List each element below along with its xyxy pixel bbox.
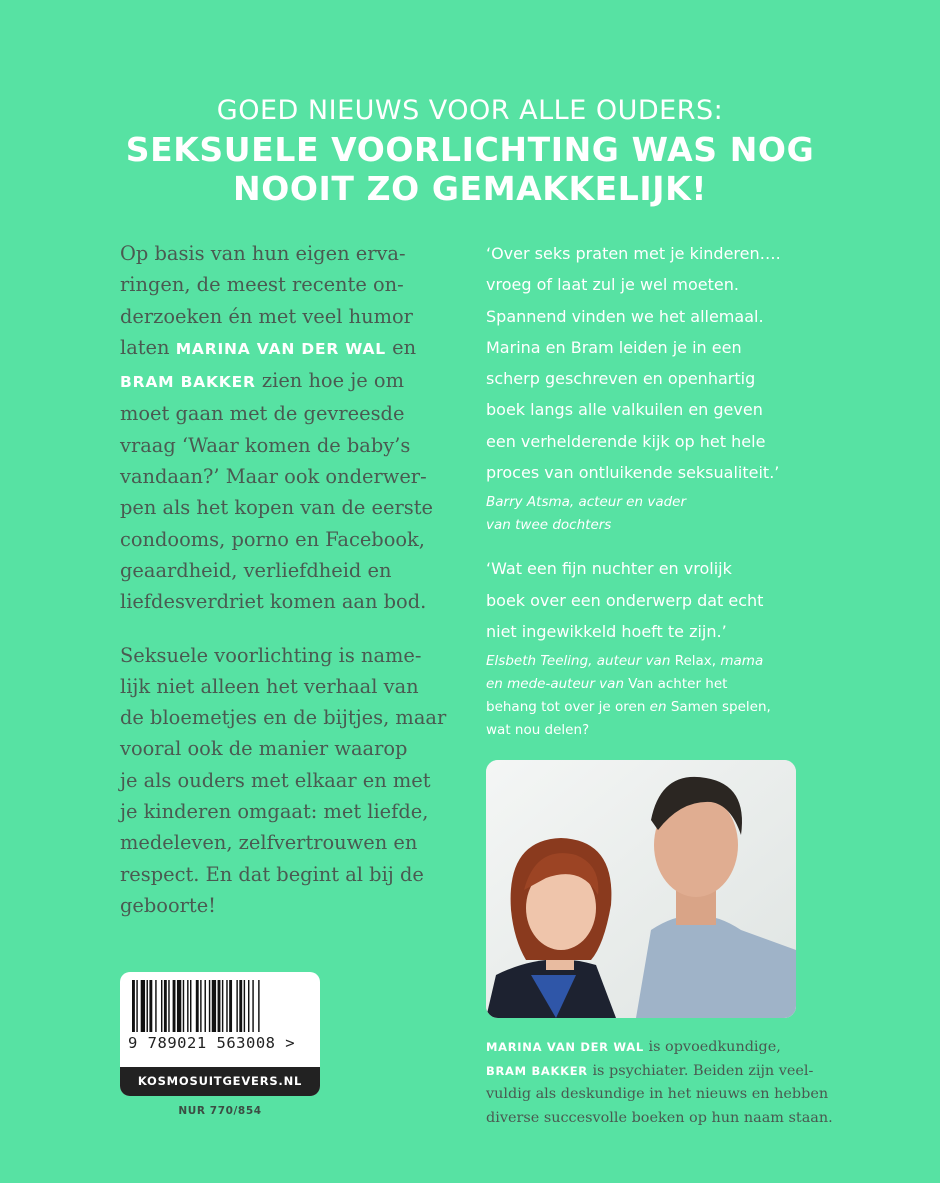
barcode-bar — [252, 980, 253, 1032]
barcode-bar — [196, 980, 199, 1032]
barcode-bar — [149, 980, 152, 1032]
author-name-bram: BRAM BAKKER — [120, 373, 256, 392]
blurb-line: vraag ‘Waar komen de baby’s — [120, 433, 411, 457]
barcode-bar — [212, 980, 216, 1032]
blurb-line: derzoeken én met veel humor — [120, 304, 413, 328]
caption-line — [486, 1036, 816, 1060]
author-name-bram: BRAM BAKKER — [486, 1063, 588, 1078]
attribution-line — [486, 491, 806, 514]
caption-text: is opvoedkundige, — [643, 1039, 781, 1055]
blurb-line: moet gaan met de gevreesde — [120, 402, 405, 426]
blurb-text: en — [385, 335, 417, 359]
barcode-bar — [190, 980, 191, 1032]
attribution-text: Barry Atsma, acteur en vader — [486, 494, 687, 511]
attribution-text: en mede-auteur van — [486, 676, 629, 693]
blurb-line: vandaan?’ Maar ook onderwer- — [120, 465, 427, 489]
barcode-bar — [164, 980, 167, 1032]
attribution-text: en — [645, 699, 671, 716]
quote-attribution-1 — [486, 491, 806, 537]
quote-line: proces van ontluikende seksualiteit.’ — [486, 463, 780, 483]
book-title: wat nou delen? — [486, 722, 590, 739]
barcode-bar — [141, 980, 145, 1032]
publisher-label: KOSMOSUITGEVERS.NL — [120, 1067, 320, 1096]
quote-attribution-2 — [486, 650, 806, 742]
book-title: Van achter het — [628, 676, 728, 693]
quote-barry-atsma — [486, 238, 806, 488]
barcode-bar — [132, 980, 135, 1032]
blurb-text: laten — [120, 335, 176, 359]
quote-elsbeth-teeling — [486, 553, 806, 647]
blurb-line: pen als het kopen van de eerste — [120, 496, 433, 520]
attribution-line — [486, 719, 806, 742]
quote-line: boek langs alle valkuilen en geven — [486, 400, 763, 420]
barcode-bar — [183, 980, 184, 1032]
quote-line: een verhelderende kijk op het hele — [486, 431, 766, 451]
blurb-line: ringen, de meest recente on- — [120, 273, 404, 297]
blurb-line: vooral ook de manier waarop — [120, 737, 408, 761]
barcode-bar — [209, 980, 210, 1032]
book-title: behang tot over je oren — [486, 699, 646, 716]
barcode-bar — [244, 980, 245, 1032]
blurb-line — [120, 365, 450, 398]
author-name-marina: MARINA VAN DER WAL — [486, 1040, 644, 1054]
quote-line: Marina en Bram leiden je in een — [486, 337, 742, 357]
heading-line-1: GOED NIEUWS VOOR ALLE OUDERS: — [216, 95, 724, 126]
barcode-bar — [226, 980, 227, 1032]
quote-line: scherp geschreven en openhartig — [486, 369, 756, 389]
blurb-line: liefdesverdriet komen aan bod. — [120, 590, 427, 614]
blurb-line: je kinderen omgaat: met liefde, — [120, 800, 429, 824]
blurb-line: geaardheid, verliefdheid en — [120, 558, 392, 582]
attribution-text: auteur van — [592, 653, 675, 670]
attribution-line — [486, 650, 806, 673]
caption-line — [486, 1060, 816, 1084]
barcode-box — [120, 972, 320, 1096]
barcode-bar — [205, 980, 206, 1032]
barcode-bar — [161, 980, 162, 1032]
blurb-paragraph-2 — [120, 640, 450, 922]
blurb-line: je als ouders met elkaar en met — [120, 768, 431, 792]
barcode-bar — [187, 980, 188, 1032]
quote-line: boek over een onderwerp dat echt — [486, 590, 764, 610]
quote-line: niet ingewikkeld hoeft te zijn.’ — [486, 621, 727, 641]
attribution-text: Elsbeth Teeling, — [486, 653, 593, 670]
barcode-bar — [177, 980, 181, 1032]
blurb-line: medeleven, zelfvertrouwen en — [120, 831, 418, 855]
blurb-left-column — [120, 238, 450, 921]
quote-line: ‘Over seks praten met je kinderen…. — [486, 244, 781, 263]
barcode-bar — [173, 980, 176, 1032]
barcode-bar — [239, 980, 242, 1032]
quote-line: ‘Wat een fijn nuchter en vrolijk — [486, 559, 732, 579]
blurb-line: Op basis van hun eigen erva- — [120, 242, 406, 265]
barcode-bar — [200, 980, 201, 1032]
heading-main — [0, 130, 940, 208]
blurb-line: geboorte! — [120, 893, 216, 917]
book-title: Relax, — [674, 653, 717, 670]
barcode-bar — [155, 980, 156, 1032]
heading-line-2: SEKSUELE VOORLICHTING WAS NOG — [125, 130, 815, 169]
author-photo — [486, 760, 796, 1018]
heading-line-3: NOOIT ZO GEMAKKELIJK! — [233, 169, 707, 208]
barcode-bar — [258, 980, 259, 1032]
blurb-line: lijk niet alleen het verhaal van — [120, 674, 419, 698]
blurb-paragraph-1 — [120, 238, 450, 618]
barcode-bar — [168, 980, 169, 1032]
quote-line: vroeg of laat zul je wel moeten. — [486, 275, 739, 295]
blurb-line: condooms, porno en Facebook, — [120, 527, 425, 551]
attribution-line — [486, 696, 806, 719]
blurb-line: respect. En dat begint al bij de — [120, 862, 424, 886]
blurb-line: Seksuele voorlichting is name- — [120, 643, 422, 667]
attribution-line — [486, 673, 806, 696]
attribution-text: van twee dochters — [486, 517, 612, 534]
quotes-right-column — [486, 238, 806, 742]
barcode-bar — [248, 980, 249, 1032]
book-title: Samen spelen, — [670, 699, 771, 716]
barcode-bar — [147, 980, 148, 1032]
author-photo-illustration — [486, 760, 796, 1018]
isbn-digits: 9 789021 563008 > — [128, 1034, 296, 1052]
author-name-marina: MARINA VAN DER WAL — [175, 339, 386, 358]
attribution-line — [486, 514, 806, 537]
barcode-icon — [120, 972, 320, 1034]
caption-line: diverse succesvolle boeken op hun naam staan. — [486, 1109, 833, 1126]
nur-code: NUR 770/854 — [178, 1105, 262, 1117]
blurb-line — [120, 332, 450, 365]
barcode-bar — [222, 980, 223, 1032]
blurb-line: de bloemetjes en de bijtjes, maar — [120, 706, 447, 730]
caption-text: is psychiater. Beiden zijn veel- — [587, 1062, 814, 1079]
barcode-bar — [229, 980, 232, 1032]
blurb-text: zien hoe je om — [255, 369, 404, 393]
barcode-bar — [236, 980, 237, 1032]
quote-line: Spannend vinden we het allemaal. — [486, 306, 764, 326]
caption-line: vuldig als deskundige in het nieuws en hebben — [486, 1086, 829, 1102]
barcode-bar — [136, 980, 137, 1032]
author-caption — [486, 1036, 833, 1130]
attribution-text: mama — [716, 653, 764, 670]
barcode-bar — [218, 980, 221, 1032]
